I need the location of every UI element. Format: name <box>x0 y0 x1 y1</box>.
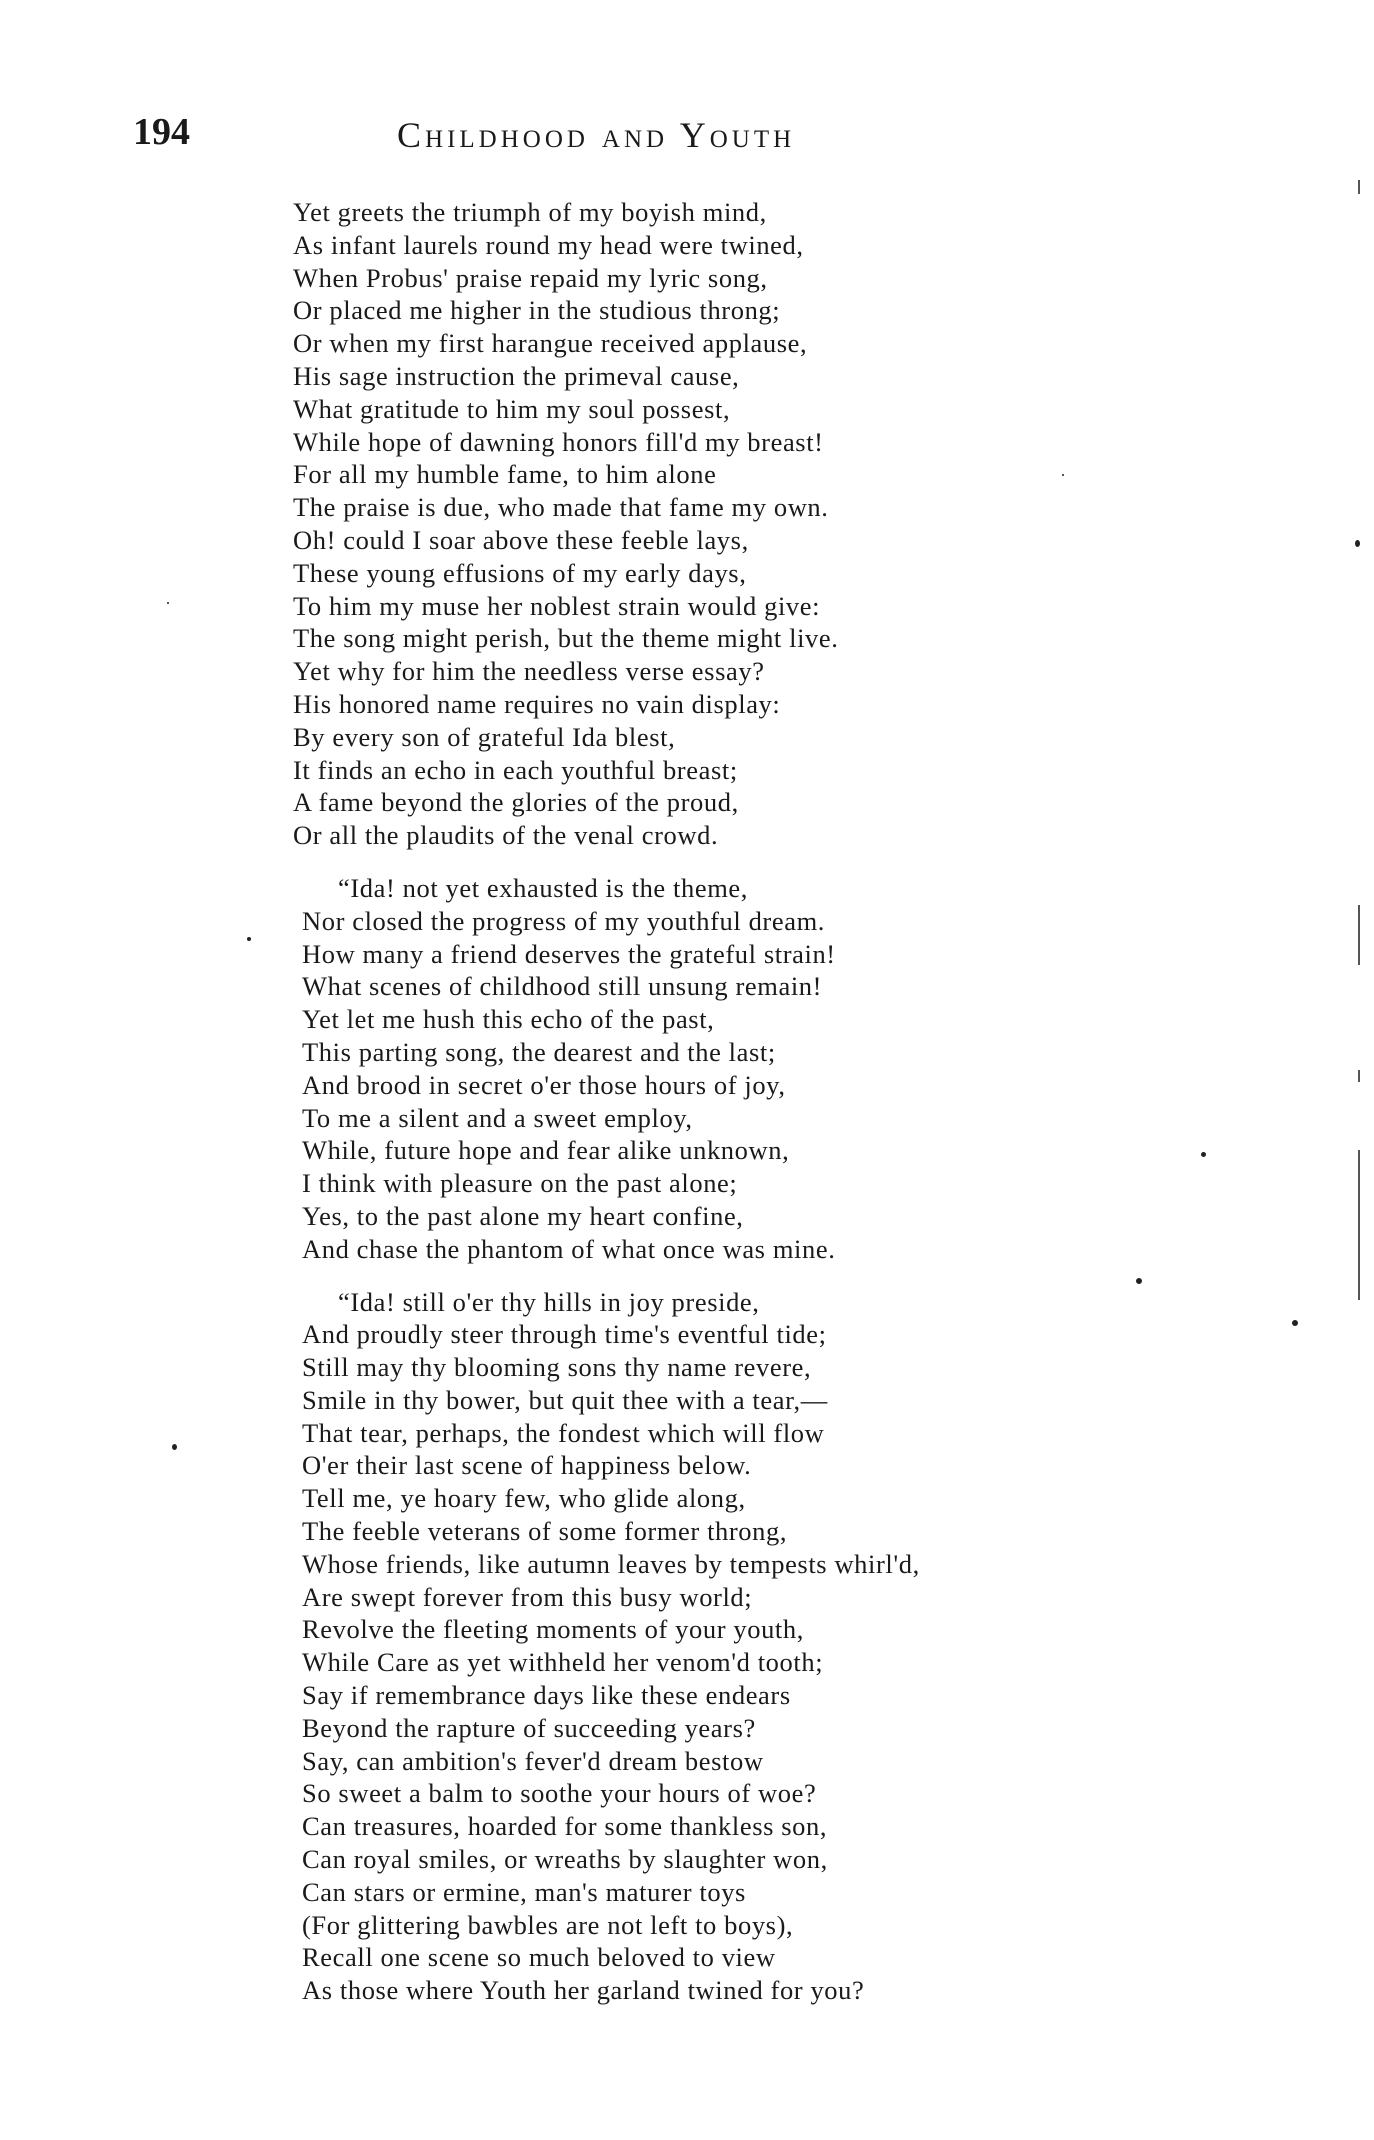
poem-line: That tear, perhaps, the fondest which will flow <box>302 1417 825 1448</box>
poem-line: What scenes of childhood still unsung remain! <box>302 971 823 1002</box>
poem-line: Yet why for him the needless verse essay? <box>293 656 765 687</box>
poem-line: Are swept forever from this busy world; <box>302 1581 753 1612</box>
poem-line: Can treasures, hoarded for some thankless son, <box>302 1811 828 1842</box>
poem-line: As those where Youth her garland twined for you? <box>302 1975 865 2006</box>
poem-line: The praise is due, who made that fame my own. <box>293 492 829 523</box>
poem-line: I think with pleasure on the past alone; <box>302 1168 738 1199</box>
poem-line: Recall one scene so much beloved to view <box>302 1942 776 1973</box>
poem-line: While, future hope and fear alike unknown, <box>302 1135 790 1166</box>
poem-line: The song might perish, but the theme might live. <box>293 623 839 654</box>
poem-line: Yet let me hush this echo of the past, <box>302 1004 715 1035</box>
running-title: Childhood and Youth <box>397 115 796 155</box>
poem-line: Say, can ambition's fever'd dream bestow <box>302 1745 764 1776</box>
margin-mark <box>1358 1150 1360 1300</box>
poem-line: The feeble veterans of some former throng, <box>302 1516 788 1547</box>
stanza-2 <box>302 872 1193 1266</box>
margin-mark <box>1358 1070 1360 1082</box>
poem-line: His honored name requires no vain display: <box>293 688 781 719</box>
poem-line: When Probus' praise repaid my lyric song, <box>293 262 768 293</box>
poem-line: And chase the phantom of what once was mine. <box>302 1233 836 1264</box>
poem-line: Nor closed the progress of my youthful dream. <box>302 905 826 936</box>
poem-line: Whose friends, like autumn leaves by tempests whirl'd, <box>302 1548 920 1579</box>
margin-mark <box>1358 180 1360 194</box>
poem-line: Or all the plaudits of the venal crowd. <box>293 820 719 851</box>
poem-line: Or when my first harangue received applause, <box>293 328 808 359</box>
poem-line: So sweet a balm to soothe your hours of woe? <box>302 1778 817 1809</box>
poem-line: “Ida! still o'er thy hills in joy preside, <box>338 1286 760 1317</box>
poem-line: Say if remembrance days like these endears <box>302 1680 791 1711</box>
poem-line: And brood in secret o'er those hours of joy, <box>302 1069 786 1100</box>
poem-line: Or placed me higher in the studious throng; <box>293 295 781 326</box>
poem-line: Yet greets the triumph of my boyish mind, <box>293 197 767 227</box>
scan-speck <box>1355 540 1360 547</box>
poem-line: Can royal smiles, or wreaths by slaughter won, <box>302 1844 828 1875</box>
poem-line: (For glittering bawbles are not left to boys), <box>302 1909 794 1940</box>
poem-line: Beyond the rapture of succeeding years? <box>302 1712 756 1743</box>
poem-line: To him my muse her noblest strain would give: <box>293 590 821 621</box>
poem-line: Yes, to the past alone my heart confine, <box>302 1200 744 1231</box>
stanza-1 <box>293 196 1193 852</box>
poem-line: These young effusions of my early days, <box>293 557 747 588</box>
poem-line: By every son of grateful Ida blest, <box>293 721 676 752</box>
page-number: 194 <box>133 111 190 153</box>
poem-line: While Care as yet withheld her venom'd tooth; <box>302 1647 824 1678</box>
scan-speck <box>1136 1278 1142 1284</box>
poem-line: As infant laurels round my head were twined, <box>293 229 804 260</box>
poem-line: Oh! could I soar above these feeble lays, <box>293 524 749 555</box>
poem-line: O'er their last scene of happiness below. <box>302 1450 752 1481</box>
poem-body <box>293 196 1193 2007</box>
scan-speck <box>1201 1152 1206 1157</box>
poem-line: This parting song, the dearest and the last; <box>302 1036 776 1067</box>
scan-speck <box>172 1444 177 1450</box>
poem-line: What gratitude to him my soul possest, <box>293 393 731 424</box>
poem-line: Can stars or ermine, man's maturer toys <box>302 1876 746 1907</box>
poem-line: Tell me, ye hoary few, who glide along, <box>302 1483 746 1514</box>
margin-mark <box>1358 905 1360 965</box>
poem-line: “Ida! not yet exhausted is the theme, <box>338 872 748 903</box>
poem-line: Smile in thy bower, but quit thee with a tear,— <box>302 1384 828 1415</box>
scan-speck <box>1062 474 1064 476</box>
poem-line: And proudly steer through time's eventful tide; <box>302 1319 827 1350</box>
stanza-3 <box>302 1286 1193 2008</box>
poem-line: While hope of dawning honors fill'd my breast! <box>293 426 824 457</box>
scan-speck <box>247 937 251 941</box>
poem-line: A fame beyond the glories of the proud, <box>293 787 739 818</box>
poem-line: It finds an echo in each youthful breast; <box>293 754 738 785</box>
running-head <box>0 110 1374 160</box>
poem-line: To me a silent and a sweet employ, <box>302 1102 693 1133</box>
poem-line: Still may thy blooming sons thy name revere, <box>302 1352 812 1383</box>
poem-line: How many a friend deserves the grateful strain! <box>302 938 836 969</box>
poem-line: His sage instruction the primeval cause, <box>293 360 740 391</box>
poem-line: For all my humble fame, to him alone <box>293 459 717 490</box>
poem-line: Revolve the fleeting moments of your youth, <box>302 1614 804 1645</box>
scan-speck <box>167 602 169 604</box>
scan-speck <box>1292 1320 1298 1326</box>
